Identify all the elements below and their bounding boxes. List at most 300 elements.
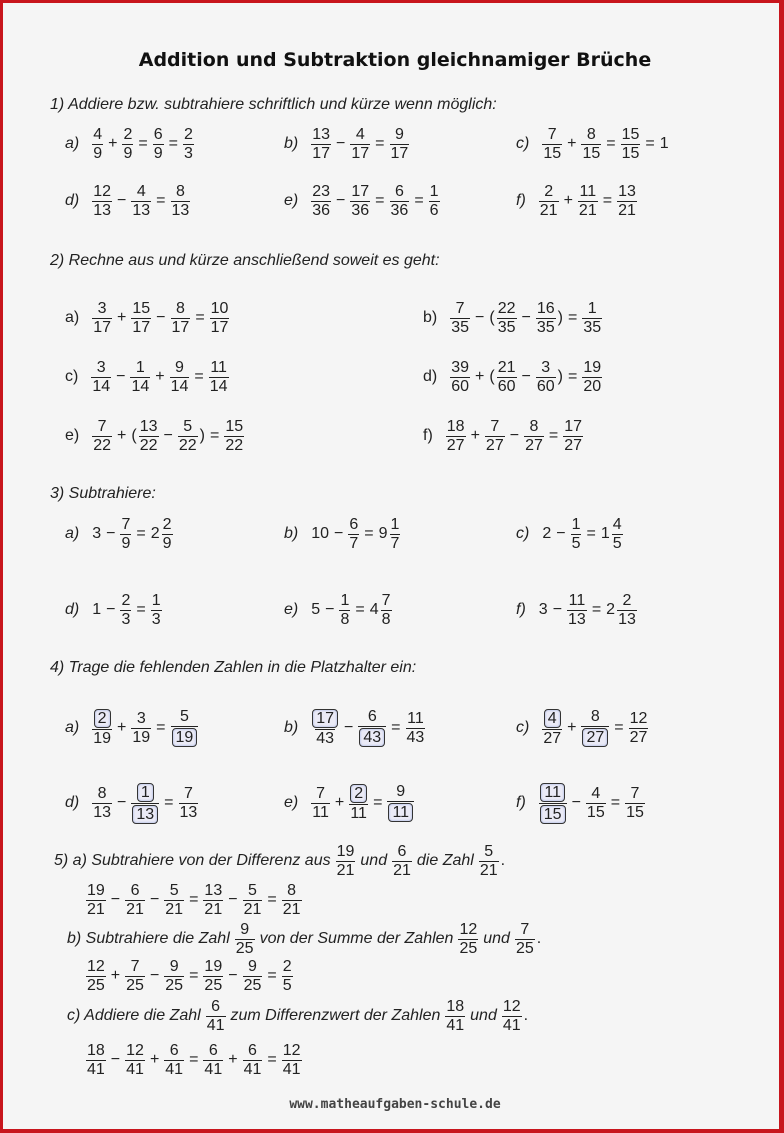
numerator: 12 (87, 957, 105, 975)
exercise-label: a) (65, 525, 80, 542)
denominator: 35 (536, 318, 555, 336)
fraction (92, 183, 112, 220)
fraction (406, 710, 426, 747)
operator: = (645, 135, 655, 152)
operator: = (189, 891, 199, 908)
denominator: 17 (390, 144, 409, 162)
operator: = (168, 135, 178, 152)
fraction (390, 183, 410, 220)
fraction (206, 998, 226, 1035)
numerator: 7 (455, 299, 465, 317)
operator: = (373, 794, 383, 811)
fraction (235, 921, 255, 958)
fraction (282, 1042, 302, 1079)
operator: − (106, 601, 116, 618)
denominator: 43 (406, 728, 425, 746)
exercise-label: f) (516, 192, 526, 209)
numerator: 1 (587, 299, 597, 317)
operator: = (375, 135, 385, 152)
fraction (621, 126, 641, 163)
fraction (151, 592, 162, 629)
denominator: 3 (121, 610, 131, 628)
denominator: 11 (350, 805, 367, 822)
number: 1 (659, 135, 669, 152)
numerator: 9 (240, 920, 250, 938)
operator: + (567, 135, 577, 152)
denominator: 14 (170, 377, 189, 395)
number: 4 (369, 601, 379, 618)
exercise-label: d) (65, 794, 80, 811)
fraction (582, 359, 602, 396)
number: ( (131, 427, 137, 444)
numerator: 11 (568, 591, 586, 609)
numerator: 3 (97, 299, 107, 317)
instruction-text: und (470, 1007, 497, 1024)
numerator: 2 (282, 957, 292, 975)
denominator: 27 (629, 728, 648, 746)
footer-url: www.matheaufgaben-schule.de (289, 1097, 501, 1112)
number: ( (489, 368, 495, 385)
fraction (485, 418, 505, 455)
fraction (139, 418, 159, 455)
fraction (567, 592, 587, 629)
fraction (203, 882, 223, 919)
operator: + (334, 794, 345, 811)
exercise (65, 592, 163, 628)
numerator: 8 (97, 784, 107, 802)
denominator: 13 (179, 803, 198, 821)
fraction (86, 958, 106, 995)
fraction (390, 516, 401, 553)
denominator: 17 (210, 318, 229, 336)
numerator: 7 (547, 125, 557, 143)
numerator: 17 (564, 417, 582, 435)
denominator: 41 (165, 1060, 184, 1078)
instruction-text: 5) a) Subtrahiere von der Differenz aus (54, 852, 331, 869)
denominator: 27 (564, 436, 582, 454)
exercise-label: a) (65, 135, 80, 152)
denominator: 21 (165, 900, 184, 918)
operator: + (117, 427, 127, 444)
denominator: 21 (336, 861, 355, 879)
denominator: 25 (126, 976, 144, 994)
operator: − (149, 967, 160, 984)
operator: − (228, 967, 238, 984)
denominator: 21 (204, 900, 223, 918)
denominator: 27 (485, 436, 504, 454)
fraction (479, 843, 499, 880)
fraction (125, 958, 145, 995)
number: 1 (92, 601, 102, 618)
numerator: 9 (169, 957, 179, 975)
operator: − (334, 525, 344, 542)
denominator: 36 (312, 201, 331, 219)
denominator: 22 (225, 436, 244, 454)
denominator: 41 (126, 1060, 144, 1078)
exercise-label: b) (423, 309, 438, 326)
fraction (381, 592, 392, 629)
denominator: 9 (93, 144, 103, 162)
numerator: 8 (175, 299, 185, 317)
number: ( (489, 309, 495, 326)
operator: = (156, 719, 166, 736)
operator: = (602, 192, 613, 209)
numerator: 4 (612, 515, 622, 533)
denominator: 27 (446, 436, 465, 454)
denominator: 17 (93, 318, 112, 336)
numerator: 6 (169, 1041, 179, 1059)
denominator: 8 (381, 610, 391, 628)
denominator: 13 (93, 803, 112, 821)
denominator: 6 (429, 201, 439, 219)
denominator: 25 (87, 976, 105, 994)
fraction (125, 1042, 145, 1079)
operator: = (136, 601, 146, 618)
fraction (625, 785, 645, 822)
numerator: 12 (459, 920, 478, 938)
numerator: 6 (349, 515, 359, 533)
placeholder-denominator: 43 (359, 728, 385, 747)
denominator: 15 (582, 144, 601, 162)
number: 2 (606, 601, 616, 618)
number: 2 (542, 525, 552, 542)
fraction (224, 418, 244, 455)
denominator: 11 (312, 803, 329, 821)
fraction (539, 782, 567, 825)
number: ) (557, 309, 563, 326)
exercise (65, 126, 195, 162)
fraction (445, 998, 465, 1035)
fraction (392, 843, 412, 880)
denominator: 17 (171, 318, 190, 336)
numerator: 11 (407, 709, 424, 727)
operator: − (336, 192, 346, 209)
fraction (164, 882, 184, 919)
denominator: 36 (351, 201, 370, 219)
numerator: 18 (446, 417, 465, 435)
instruction-text: und (360, 852, 388, 869)
denominator: 21 (87, 900, 105, 918)
exercise (65, 183, 191, 219)
numerator: 11 (579, 182, 597, 200)
placeholder-denominator: 19 (172, 728, 198, 747)
fraction (458, 921, 478, 958)
numerator: 8 (590, 708, 600, 725)
number: . (500, 852, 506, 869)
numerator: 8 (287, 881, 297, 899)
fraction (358, 708, 386, 748)
fraction (203, 1042, 223, 1079)
exercise-label: f) (516, 601, 526, 618)
fraction (586, 785, 606, 822)
fraction (524, 418, 544, 455)
exercise (423, 359, 603, 395)
exercise (516, 126, 670, 162)
exercise-label: e) (65, 427, 80, 444)
denominator: 25 (459, 939, 478, 957)
fraction (153, 126, 164, 163)
numerator: 8 (175, 182, 185, 200)
numerator: 2 (544, 182, 554, 200)
operator: − (163, 427, 173, 444)
exercise (516, 592, 638, 628)
numerator: 2 (183, 125, 193, 143)
exercise (65, 785, 199, 821)
operator: = (591, 601, 602, 618)
worksheet-page (3, 3, 779, 1129)
fraction (122, 126, 133, 163)
operator: + (149, 1051, 160, 1068)
number: 3 (92, 525, 102, 542)
denominator: 60 (451, 377, 470, 395)
fraction (429, 183, 440, 220)
exercise (516, 516, 624, 552)
denominator: 14 (92, 377, 111, 395)
numerator: 4 (93, 125, 103, 143)
fraction (92, 300, 112, 337)
exercise (65, 359, 230, 395)
fraction (349, 783, 368, 823)
operator: + (475, 368, 485, 385)
operator: + (567, 719, 577, 736)
denominator: 27 (543, 730, 562, 747)
fraction (92, 418, 112, 455)
instruction-text: b) Subtrahiere die Zahl (67, 930, 230, 947)
denominator: 8 (340, 610, 350, 628)
numerator: 13 (139, 417, 158, 435)
operator: = (267, 967, 277, 984)
operator: = (164, 794, 174, 811)
exercise (284, 710, 426, 746)
operator: = (209, 427, 220, 444)
fraction (171, 183, 191, 220)
numerator: 6 (211, 997, 221, 1015)
fraction (125, 882, 145, 919)
denominator: 19 (132, 728, 151, 746)
exercise (65, 710, 199, 746)
operator: − (556, 525, 566, 542)
numerator: 1 (151, 591, 161, 609)
denominator: 7 (349, 534, 359, 552)
numerator: 1 (135, 358, 145, 376)
operator: + (470, 427, 480, 444)
denominator: 17 (312, 144, 331, 162)
fraction (339, 592, 350, 629)
denominator: 22 (139, 436, 158, 454)
operator: = (548, 427, 559, 444)
instruction-text: und (483, 930, 510, 947)
fraction (282, 958, 293, 995)
fraction (311, 183, 331, 220)
exercise-label: f) (423, 427, 433, 444)
numerator: 19 (87, 881, 105, 899)
operator: − (336, 135, 346, 152)
instruction-text: zum Differenzwert der Zahlen (230, 1007, 441, 1024)
numerator: 18 (87, 1041, 105, 1059)
fraction (209, 359, 229, 396)
numerator: 13 (204, 881, 223, 899)
denominator: 25 (165, 976, 184, 994)
fraction (164, 958, 184, 995)
fraction (581, 126, 601, 163)
exercise (85, 882, 303, 918)
fraction (497, 359, 517, 396)
denominator: 22 (93, 436, 112, 454)
numerator: 4 (591, 784, 601, 802)
instruction-text: c) Addiere die Zahl (67, 1007, 201, 1024)
numerator: 9 (394, 125, 404, 143)
fraction (539, 183, 559, 220)
operator: = (567, 368, 578, 385)
operator: − (571, 794, 581, 811)
numerator: 5 (248, 881, 257, 899)
operator: − (325, 601, 335, 618)
fraction (131, 710, 151, 747)
denominator: 14 (131, 377, 150, 395)
fraction (542, 708, 562, 748)
exercise-label: c) (516, 719, 530, 736)
fraction (582, 300, 602, 337)
numerator: 10 (210, 299, 229, 317)
denominator: 21 (243, 900, 262, 918)
denominator: 13 (618, 610, 636, 628)
fraction (581, 708, 609, 748)
fraction (311, 785, 330, 822)
exercise (516, 710, 649, 746)
numerator: 3 (96, 358, 106, 376)
exercise (63, 921, 542, 957)
denominator: 21 (393, 861, 411, 879)
denominator: 9 (121, 534, 131, 552)
denominator: 3 (183, 144, 193, 162)
operator: − (110, 1051, 121, 1068)
fraction (515, 921, 535, 958)
operator: − (149, 891, 160, 908)
fraction (617, 183, 637, 220)
fraction (502, 998, 522, 1035)
numerator: 6 (208, 1041, 218, 1059)
fraction (183, 126, 194, 163)
fraction (86, 882, 106, 919)
denominator: 15 (621, 144, 640, 162)
numerator: 39 (451, 358, 470, 376)
numerator: 9 (396, 783, 406, 800)
operator: = (610, 794, 621, 811)
numerator: 22 (497, 299, 516, 317)
number: 10 (311, 525, 330, 542)
placeholder-numerator: 2 (350, 784, 367, 803)
fraction (450, 300, 470, 337)
instruction-text: die Zahl (416, 852, 474, 869)
denominator: 25 (515, 939, 534, 957)
numerator: 5 (169, 881, 179, 899)
denominator: 13 (568, 610, 586, 628)
exercise (65, 516, 174, 552)
numerator: 6 (248, 1041, 257, 1059)
fraction (450, 359, 470, 396)
numerator: 4 (355, 125, 365, 143)
exercise (65, 300, 230, 336)
fraction (178, 418, 198, 455)
fraction (536, 300, 556, 337)
placeholder-numerator: 11 (540, 783, 565, 802)
denominator: 5 (282, 976, 292, 994)
numerator: 1 (340, 591, 350, 609)
denominator: 19 (93, 730, 112, 747)
numerator: 12 (282, 1041, 301, 1059)
operator: = (189, 1051, 199, 1068)
operator: = (586, 525, 596, 542)
numerator: 17 (351, 182, 370, 200)
operator: = (138, 135, 148, 152)
denominator: 7 (390, 534, 400, 552)
numerator: 1 (571, 515, 581, 533)
denominator: 41 (206, 1016, 225, 1034)
denominator: 41 (446, 1016, 465, 1034)
exercise-label: b) (284, 135, 299, 152)
fraction (92, 126, 103, 163)
exercise (85, 958, 294, 994)
numerator: 21 (497, 358, 516, 376)
numerator: 12 (502, 997, 521, 1015)
fraction (243, 882, 263, 919)
operator: = (414, 192, 424, 209)
numerator: 7 (130, 957, 140, 975)
operator: + (228, 1051, 238, 1068)
section-3-heading: 3) Subtrahiere: (50, 485, 156, 502)
operator: + (117, 719, 127, 736)
number: . (536, 930, 542, 947)
number: 3 (538, 601, 548, 618)
operator: = (567, 309, 578, 326)
numerator: 5 (183, 417, 193, 435)
operator: = (195, 309, 205, 326)
fraction (92, 785, 112, 822)
denominator: 21 (282, 900, 301, 918)
operator: = (156, 192, 166, 209)
number: ) (557, 368, 563, 385)
numerator: 12 (126, 1041, 144, 1059)
number: 9 (378, 525, 388, 542)
operator: = (267, 1051, 277, 1068)
number: . (523, 1007, 529, 1024)
fraction (130, 359, 150, 396)
exercise-label: c) (516, 525, 530, 542)
denominator: 14 (209, 377, 228, 395)
denominator: 25 (204, 976, 223, 994)
operator: = (194, 368, 204, 385)
denominator: 25 (235, 939, 254, 957)
fraction (131, 782, 159, 825)
denominator: 35 (451, 318, 470, 336)
numerator: 6 (130, 881, 140, 899)
denominator: 21 (126, 900, 144, 918)
exercise (284, 785, 415, 821)
exercise-label: b) (284, 719, 299, 736)
operator: = (189, 967, 199, 984)
denominator: 41 (243, 1060, 262, 1078)
numerator: 6 (367, 708, 377, 725)
operator: = (355, 601, 365, 618)
number: 2 (150, 525, 160, 542)
exercise (63, 998, 529, 1034)
denominator: 21 (479, 861, 498, 879)
exercise (50, 843, 506, 879)
numerator: 2 (162, 515, 172, 533)
denominator: 41 (87, 1060, 105, 1078)
fraction (170, 359, 190, 396)
numerator: 8 (586, 125, 596, 143)
